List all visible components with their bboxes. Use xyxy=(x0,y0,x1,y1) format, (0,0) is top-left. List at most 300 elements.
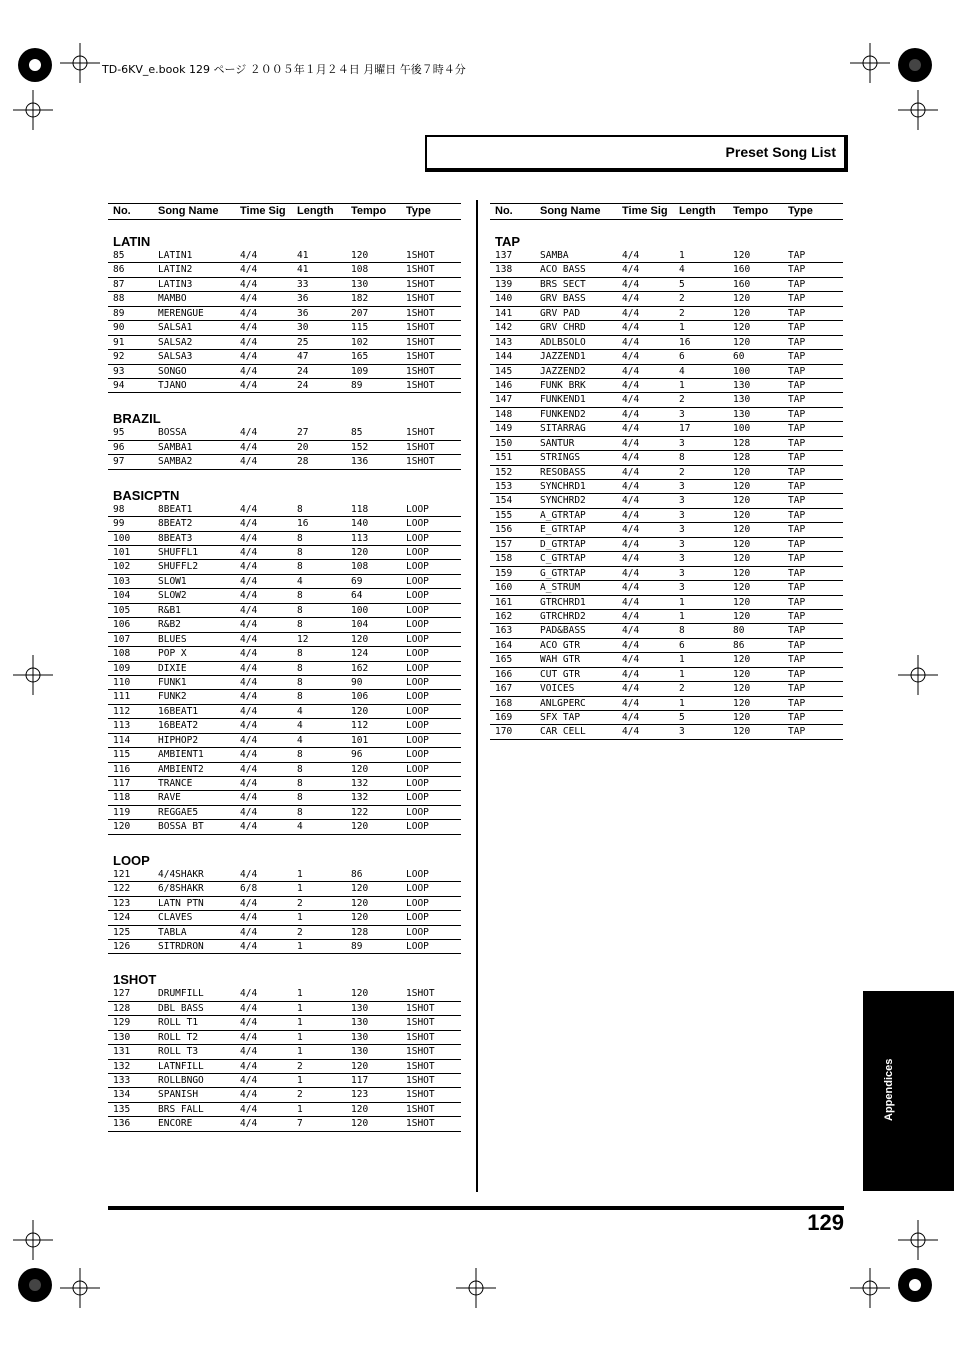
table-cell: 93 xyxy=(113,365,125,377)
table-cell: LOOP xyxy=(406,940,429,952)
table-cell: 99 xyxy=(113,518,125,530)
crosshair-mark-icon xyxy=(60,43,100,83)
table-cell: 100 xyxy=(733,423,751,435)
table-cell: ENCORE xyxy=(158,1118,193,1130)
table-cell: LOOP xyxy=(406,912,429,924)
table-cell: 166 xyxy=(495,668,513,680)
table-cell: 4/4 xyxy=(240,575,258,587)
table-cell: 162 xyxy=(351,662,369,674)
table-cell: 120 xyxy=(351,633,369,645)
table-cell: 163 xyxy=(495,625,513,637)
table-cell: TAP xyxy=(788,697,806,709)
table-cell: 4/4 xyxy=(622,654,640,666)
table-cell: 2 xyxy=(679,683,685,695)
table-cell: 150 xyxy=(495,437,513,449)
table-cell: 16BEAT2 xyxy=(158,720,199,732)
table-cell: 86 xyxy=(733,639,745,651)
table-cell: BOSSA BT xyxy=(158,821,204,833)
column-header: Length xyxy=(679,205,716,217)
section-title: 1SHOT xyxy=(113,972,157,988)
table-cell: TAP xyxy=(788,307,806,319)
table-cell: 140 xyxy=(351,518,369,530)
crosshair-mark-icon xyxy=(13,655,53,695)
table-cell: 7 xyxy=(297,1118,303,1130)
starburst-mark-icon xyxy=(898,1268,932,1302)
table-cell: 130 xyxy=(351,1017,369,1029)
table-cell: TAP xyxy=(788,466,806,478)
table-cell: 120 xyxy=(733,322,751,334)
table-cell: LOOP xyxy=(406,575,429,587)
table-cell: 149 xyxy=(495,423,513,435)
table-cell: 146 xyxy=(495,379,513,391)
table-cell: 135 xyxy=(113,1103,131,1115)
table-cell: 120 xyxy=(733,596,751,608)
table-cell: 8 xyxy=(297,604,303,616)
table-cell: 1SHOT xyxy=(406,456,435,468)
table-cell: 4/4 xyxy=(622,639,640,651)
table-cell: 4/4 xyxy=(622,307,640,319)
table-cell: 4/4 xyxy=(622,495,640,507)
table-cell: 5 xyxy=(679,278,685,290)
table-cell: LOOP xyxy=(406,648,429,660)
table-cell: SHUFFL2 xyxy=(158,561,199,573)
table-cell: SALSA2 xyxy=(158,336,193,348)
table-cell: LOOP xyxy=(406,547,429,558)
section-title: LOOP xyxy=(113,852,150,868)
table-cell: SHUFFL1 xyxy=(158,547,199,558)
table-cell: 1SHOT xyxy=(406,1118,435,1130)
table-cell: 4/4 xyxy=(240,749,258,761)
table-cell: 167 xyxy=(495,683,513,695)
table-cell: 120 xyxy=(733,668,751,680)
table-cell: 4/4 xyxy=(622,538,640,550)
table-cell: 120 xyxy=(733,524,751,536)
table-cell: TJANO xyxy=(158,379,187,391)
table-cell: 121 xyxy=(113,868,131,880)
table-cell: 4/4 xyxy=(240,1031,258,1043)
table-cell: 64 xyxy=(351,590,363,602)
table-cell: 4/4 xyxy=(240,264,258,276)
table-cell: 142 xyxy=(495,322,513,334)
table-cell: 136 xyxy=(113,1118,131,1130)
table-cell: PAD&BASS xyxy=(540,625,586,637)
table-cell: GTRCHRD2 xyxy=(540,610,586,622)
table-cell: 1SHOT xyxy=(406,307,435,319)
table-cell: 4/4 xyxy=(240,503,258,515)
table-cell: D_GTRTAP xyxy=(540,538,586,550)
table-cell: 4/4 xyxy=(240,532,258,544)
table-cell: REGGAE5 xyxy=(158,806,199,818)
table-cell: SALSA1 xyxy=(158,322,193,334)
table-cell: 4/4 xyxy=(622,712,640,723)
table-cell: RESOBASS xyxy=(540,466,586,478)
table-cell: TAP xyxy=(788,654,806,666)
table-cell: 8BEAT3 xyxy=(158,532,193,544)
table-cell: 138 xyxy=(495,264,513,276)
column-header: Time Sig xyxy=(622,205,668,217)
table-cell: 169 xyxy=(495,712,513,723)
table-cell: 4/4 xyxy=(240,379,258,391)
section-title: BASICPTN xyxy=(113,487,180,503)
table-cell: 8 xyxy=(679,452,685,464)
page-title: Preset Song List xyxy=(725,144,836,160)
table-cell: 5 xyxy=(679,712,685,723)
table-cell: 156 xyxy=(495,524,513,536)
table-cell: 117 xyxy=(113,778,131,789)
table-cell: 130 xyxy=(351,1031,369,1043)
table-cell: 120 xyxy=(733,336,751,348)
table-cell: 2 xyxy=(297,897,303,909)
table-cell: 170 xyxy=(495,726,513,738)
table-cell: 111 xyxy=(113,691,131,703)
section-title: LATIN xyxy=(113,234,151,249)
table-cell: ROLL T1 xyxy=(158,1017,199,1029)
table-cell: GRV PAD xyxy=(540,307,581,319)
table-cell: LOOP xyxy=(406,763,429,775)
table-cell: LOOP xyxy=(406,676,429,688)
table-cell: 4/4 xyxy=(240,278,258,290)
table-cell: TAP xyxy=(788,668,806,680)
table-cell: FUNKEND1 xyxy=(540,394,586,406)
table-cell: ACO BASS xyxy=(540,264,586,276)
table-cell: 4/4 xyxy=(240,821,258,833)
table-cell: 120 xyxy=(733,250,751,261)
table-cell: BRS FALL xyxy=(158,1103,204,1115)
table-cell: 159 xyxy=(495,567,513,579)
table-cell: 4/4 xyxy=(622,452,640,464)
table-cell: 4/4 xyxy=(240,351,258,363)
table-cell: 101 xyxy=(351,734,369,746)
table-cell: 1SHOT xyxy=(406,1060,435,1072)
table-cell: TAP xyxy=(788,639,806,651)
table-cell: 4/4 xyxy=(240,720,258,732)
table-cell: 4 xyxy=(679,264,685,276)
table-cell: 4/4 xyxy=(622,423,640,435)
table-cell: LATIN2 xyxy=(158,264,193,276)
table-cell: LATIN1 xyxy=(158,250,193,261)
table-cell: 207 xyxy=(351,307,369,319)
table-cell: 157 xyxy=(495,538,513,550)
table-cell: LOOP xyxy=(406,705,429,717)
table-cell: 4/4 xyxy=(240,691,258,703)
table-cell: 4/4 xyxy=(240,763,258,775)
table-cell: SANTUR xyxy=(540,437,575,449)
table-cell: DBL BASS xyxy=(158,1002,204,1014)
table-cell: LOOP xyxy=(406,883,429,895)
table-cell: 80 xyxy=(733,625,745,637)
table-cell: G_GTRTAP xyxy=(540,567,586,579)
table-cell: 1 xyxy=(297,1075,303,1086)
table-cell: SPANISH xyxy=(158,1089,199,1101)
table-cell: 102 xyxy=(351,336,369,348)
column-header: Type xyxy=(406,205,431,217)
table-cell: 4 xyxy=(297,720,303,732)
table-cell: 36 xyxy=(297,293,309,305)
table-cell: JAZZEND1 xyxy=(540,351,586,363)
table-cell: SONGO xyxy=(158,365,187,377)
table-cell: 4/4 xyxy=(622,625,640,637)
table-cell: 126 xyxy=(113,940,131,952)
table-cell: 4/4 xyxy=(240,806,258,818)
table-cell: 112 xyxy=(351,720,369,732)
column-header: Type xyxy=(788,205,813,217)
table-cell: 4/4 xyxy=(622,408,640,420)
table-cell: LOOP xyxy=(406,734,429,746)
table-cell: 88 xyxy=(113,293,125,305)
table-cell: TAP xyxy=(788,726,806,738)
column-header: Tempo xyxy=(733,205,769,217)
table-cell: 130 xyxy=(733,379,751,391)
table-cell: LATN PTN xyxy=(158,897,204,909)
table-cell: 3 xyxy=(679,538,685,550)
table-cell: 8 xyxy=(297,806,303,818)
table-cell: 2 xyxy=(297,926,303,938)
table-cell: 4/4 xyxy=(240,619,258,631)
table-cell: LOOP xyxy=(406,821,429,833)
table-cell: 160 xyxy=(495,582,513,594)
table-cell: 108 xyxy=(113,648,131,660)
table-cell: LOOP xyxy=(406,749,429,761)
table-cell: TAP xyxy=(788,278,806,290)
table-cell: 130 xyxy=(113,1031,131,1043)
table-cell: 161 xyxy=(495,596,513,608)
table-cell: 4/4 xyxy=(240,940,258,952)
table-cell: 2 xyxy=(679,307,685,319)
table-cell: 85 xyxy=(113,250,125,261)
table-cell: 89 xyxy=(113,307,125,319)
table-cell: DIXIE xyxy=(158,662,187,674)
table-cell: 116 xyxy=(113,763,131,775)
table-cell: 4/4 xyxy=(622,264,640,276)
table-cell: 3 xyxy=(679,582,685,594)
table-cell: 120 xyxy=(733,654,751,666)
table-cell: 123 xyxy=(351,1089,369,1101)
appendices-tab-label: Appendices xyxy=(883,1058,895,1121)
table-cell: 16 xyxy=(297,518,309,530)
table-cell: 139 xyxy=(495,278,513,290)
table-cell: 132 xyxy=(351,778,369,789)
table-cell: SITRDRON xyxy=(158,940,204,952)
column-header: No. xyxy=(113,205,131,217)
table-cell: 120 xyxy=(733,726,751,738)
table-cell: 95 xyxy=(113,427,125,439)
table-cell: 4/4 xyxy=(240,648,258,660)
table-cell: 131 xyxy=(113,1046,131,1058)
table-cell: 3 xyxy=(679,481,685,492)
table-cell: 8 xyxy=(297,792,303,804)
table-cell: 110 xyxy=(113,676,131,688)
table-cell: TAP xyxy=(788,553,806,565)
crosshair-mark-icon xyxy=(456,1268,496,1308)
table-cell: 120 xyxy=(351,1118,369,1130)
table-cell: LOOP xyxy=(406,926,429,938)
table-cell: TAP xyxy=(788,582,806,594)
column-header: Song Name xyxy=(540,205,601,217)
table-cell: 1SHOT xyxy=(406,441,435,453)
table-cell: LOOP xyxy=(406,778,429,789)
table-cell: 120 xyxy=(733,697,751,709)
table-cell: 120 xyxy=(351,897,369,909)
table-cell: 4/4 xyxy=(240,734,258,746)
table-cell: BLUES xyxy=(158,633,187,645)
table-cell: 1SHOT xyxy=(406,293,435,305)
table-cell: 96 xyxy=(351,749,363,761)
table-cell: AMBIENT2 xyxy=(158,763,204,775)
table-cell: 1 xyxy=(297,912,303,924)
table-cell: 115 xyxy=(113,749,131,761)
table-cell: 8 xyxy=(297,503,303,515)
table-cell: LOOP xyxy=(406,518,429,530)
table-cell: 4/4 xyxy=(622,293,640,305)
table-cell: 1 xyxy=(297,988,303,1000)
table-cell: 1 xyxy=(679,610,685,622)
section-title: TAP xyxy=(495,234,521,249)
table-cell: 3 xyxy=(679,509,685,521)
table-cell: 124 xyxy=(351,648,369,660)
table-cell: 41 xyxy=(297,264,309,276)
table-cell: 120 xyxy=(351,1060,369,1072)
table-cell: R&B2 xyxy=(158,619,181,631)
table-cell: FUNK BRK xyxy=(540,379,586,391)
table-cell: 1SHOT xyxy=(406,1017,435,1029)
table-cell: 100 xyxy=(113,532,131,544)
table-cell: A_STRUM xyxy=(540,582,581,594)
table-cell: JAZZEND2 xyxy=(540,365,586,377)
column-header: Time Sig xyxy=(240,205,286,217)
table-cell: 1 xyxy=(297,940,303,952)
table-cell: 4/4 xyxy=(240,561,258,573)
table-cell: LOOP xyxy=(406,868,429,880)
table-cell: 122 xyxy=(113,883,131,895)
table-cell: 107 xyxy=(113,633,131,645)
crosshair-mark-icon xyxy=(898,655,938,695)
table-cell: 8 xyxy=(297,648,303,660)
table-cell: 1 xyxy=(297,1046,303,1058)
crosshair-mark-icon xyxy=(850,1268,890,1308)
table-cell: 1 xyxy=(679,250,685,261)
table-cell: 1 xyxy=(679,697,685,709)
table-cell: 112 xyxy=(113,705,131,717)
table-cell: 3 xyxy=(679,567,685,579)
table-cell: 1 xyxy=(297,1031,303,1043)
table-cell: 2 xyxy=(679,394,685,406)
table-cell: 8 xyxy=(679,625,685,637)
table-cell: 4/4 xyxy=(240,365,258,377)
table-cell: DRUMFILL xyxy=(158,988,204,1000)
table-cell: TAP xyxy=(788,408,806,420)
crosshair-mark-icon xyxy=(60,1268,100,1308)
table-cell: GTRCHRD1 xyxy=(540,596,586,608)
table-cell: 90 xyxy=(113,322,125,334)
table-cell: 155 xyxy=(495,509,513,521)
table-cell: 4/4 xyxy=(622,278,640,290)
table-cell: FUNKEND2 xyxy=(540,408,586,420)
table-cell: TAP xyxy=(788,423,806,435)
table-cell: 92 xyxy=(113,351,125,363)
table-cell: TAP xyxy=(788,538,806,550)
table-cell: 1SHOT xyxy=(406,427,435,439)
table-cell: LOOP xyxy=(406,561,429,573)
table-cell: TRANCE xyxy=(158,778,193,789)
table-cell: 4/4 xyxy=(240,604,258,616)
table-cell: 160 xyxy=(733,264,751,276)
table-cell: TAP xyxy=(788,264,806,276)
table-cell: 4/4 xyxy=(240,912,258,924)
table-cell: 86 xyxy=(113,264,125,276)
crosshair-mark-icon xyxy=(850,43,890,83)
table-cell: 4/4 xyxy=(240,427,258,439)
table-cell: LOOP xyxy=(406,792,429,804)
crosshair-mark-icon xyxy=(898,90,938,130)
table-cell: 120 xyxy=(351,912,369,924)
table-cell: 114 xyxy=(113,734,131,746)
table-cell: 97 xyxy=(113,456,125,468)
table-cell: 4/4 xyxy=(240,705,258,717)
table-cell: BRS SECT xyxy=(540,278,586,290)
table-cell: 154 xyxy=(495,495,513,507)
table-cell: 3 xyxy=(679,495,685,507)
table-cell: 16 xyxy=(679,336,691,348)
table-cell: 109 xyxy=(351,365,369,377)
table-cell: 24 xyxy=(297,379,309,391)
table-cell: LATIN3 xyxy=(158,278,193,290)
table-cell: 8 xyxy=(297,590,303,602)
table-cell: 120 xyxy=(733,582,751,594)
table-cell: 105 xyxy=(113,604,131,616)
table-cell: 1SHOT xyxy=(406,365,435,377)
table-cell: 130 xyxy=(351,1002,369,1014)
table-cell: 4/4 xyxy=(622,394,640,406)
table-cell: 103 xyxy=(113,575,131,587)
table-cell: GRV CHRD xyxy=(540,322,586,334)
table-cell: TAP xyxy=(788,567,806,579)
table-cell: 4/4 xyxy=(622,697,640,709)
table-cell: 152 xyxy=(351,441,369,453)
table-cell: SALSA3 xyxy=(158,351,193,363)
table-cell: STRINGS xyxy=(540,452,581,464)
table-cell: TAP xyxy=(788,293,806,305)
table-cell: 120 xyxy=(351,1103,369,1115)
table-cell: 8 xyxy=(297,561,303,573)
table-cell: 90 xyxy=(351,676,363,688)
table-cell: 4/4 xyxy=(240,1089,258,1101)
table-cell: 4/4 xyxy=(240,633,258,645)
table-cell: 101 xyxy=(113,547,131,558)
table-cell: 100 xyxy=(733,365,751,377)
table-cell: 120 xyxy=(733,683,751,695)
table-cell: 91 xyxy=(113,336,125,348)
crosshair-mark-icon xyxy=(898,1220,938,1260)
starburst-mark-icon xyxy=(18,48,52,82)
table-cell: TAP xyxy=(788,452,806,464)
table-cell: 124 xyxy=(113,912,131,924)
table-cell: 1 xyxy=(297,1017,303,1029)
table-cell: 1SHOT xyxy=(406,1103,435,1115)
table-cell: 3 xyxy=(679,437,685,449)
table-cell: 8 xyxy=(297,691,303,703)
table-cell: 109 xyxy=(113,662,131,674)
table-cell: 4/4 xyxy=(240,547,258,558)
table-cell: 1SHOT xyxy=(406,264,435,276)
table-cell: 123 xyxy=(113,897,131,909)
table-cell: TAP xyxy=(788,437,806,449)
table-cell: 120 xyxy=(113,821,131,833)
table-cell: FUNK2 xyxy=(158,691,187,703)
table-cell: TAP xyxy=(788,610,806,622)
table-cell: 8BEAT2 xyxy=(158,518,193,530)
table-cell: 4/4 xyxy=(240,1103,258,1115)
table-cell: 120 xyxy=(733,495,751,507)
